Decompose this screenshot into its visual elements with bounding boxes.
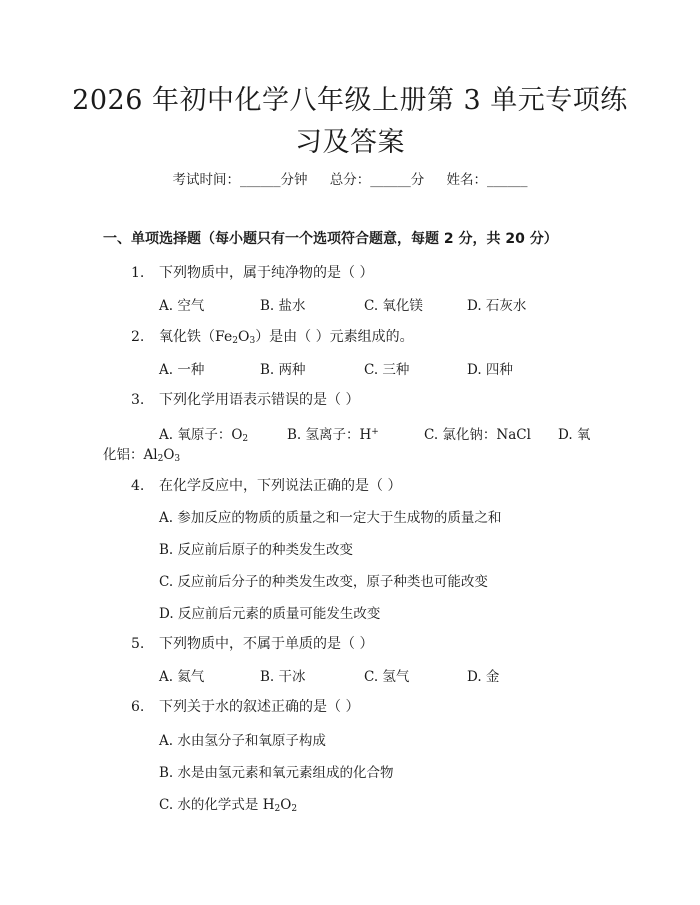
option-d: D. 金 xyxy=(467,669,500,685)
question-text: 下列关于水的叙述正确的是（ ） xyxy=(159,699,360,715)
question-3 xyxy=(131,389,359,409)
question-number: 2. xyxy=(131,329,145,345)
option-d: D. 石灰水 xyxy=(467,298,527,314)
option-a: A. 参加反应的物质的质量之和一定大于生成物的质量之和 xyxy=(159,510,502,526)
exam-time: 考试时间：______分钟 xyxy=(172,172,308,188)
question-text: 下列物质中，属于纯净物的是（ ） xyxy=(159,265,374,281)
question-number: 1. xyxy=(131,265,145,281)
question-number: 5. xyxy=(131,636,145,652)
option-c: C. 氧化镁 xyxy=(364,298,423,314)
student-name: 姓名：______ xyxy=(446,172,528,188)
question-6 xyxy=(131,696,359,716)
question-number: 6. xyxy=(131,699,145,715)
option-b: B. 干冰 xyxy=(260,669,306,685)
option-b: B. 两种 xyxy=(260,362,306,378)
title-line-2: 习及答案 xyxy=(295,127,405,158)
question-text: 下列物质中，不属于单质的是（ ） xyxy=(159,636,374,652)
option-d: D. 氧 xyxy=(558,427,591,443)
question-text: 在化学反应中，下列说法正确的是（ ） xyxy=(159,478,402,494)
title-line-1: 2026 年初中化学八年级上册第 3 单元专项练 xyxy=(72,85,628,116)
option-a: A. 空气 xyxy=(159,298,205,314)
question-number: 3. xyxy=(131,392,145,408)
option-a: A. 一种 xyxy=(159,362,205,378)
question-5 xyxy=(131,633,373,653)
option-d: D. 反应前后元素的质量可能发生改变 xyxy=(159,606,381,622)
option-d: D. 四种 xyxy=(467,362,513,378)
option-c: C. 三种 xyxy=(364,362,410,378)
total-score: 总分：______分 xyxy=(329,172,425,188)
option-a: A. 水由氢分子和氧原子构成 xyxy=(159,733,326,749)
option-c: C. 氢气 xyxy=(364,669,410,685)
option-b: B. 水是由氢元素和氧元素组成的化合物 xyxy=(159,765,394,781)
option-d-continued: 化铝：$Al_2O_3$ xyxy=(103,447,181,464)
option-c: C. 氯化钠：NaCl xyxy=(424,427,531,443)
question-1 xyxy=(131,262,373,282)
option-b: B. 反应前后原子的种类发生改变 xyxy=(159,542,354,558)
option-c: C. 反应前后分子的种类发生改变，原子种类也可能改变 xyxy=(159,574,488,590)
question-2: 2. 氧化铁$(Fe_2O_3)$是由（ ）元素组成的。 xyxy=(131,329,414,346)
option-c: C. 水的化学式是 $H_2O_2$ xyxy=(159,797,298,814)
exam-info xyxy=(0,168,700,188)
question-text: 下列化学用语表示错误的是（ ） xyxy=(159,392,360,408)
option-a: A. 氧原子：$O_2$ xyxy=(159,427,249,444)
option-b: B. 氢离子：H+ xyxy=(287,427,379,443)
section-heading: 一、单项选择题（每小题只有一个选项符合题意，每题 2 分，共 20 分） xyxy=(103,231,558,247)
question-number: 4. xyxy=(131,478,145,494)
option-b: B. 盐水 xyxy=(260,298,306,314)
question-4 xyxy=(131,475,401,495)
option-a: A. 氦气 xyxy=(159,669,205,685)
